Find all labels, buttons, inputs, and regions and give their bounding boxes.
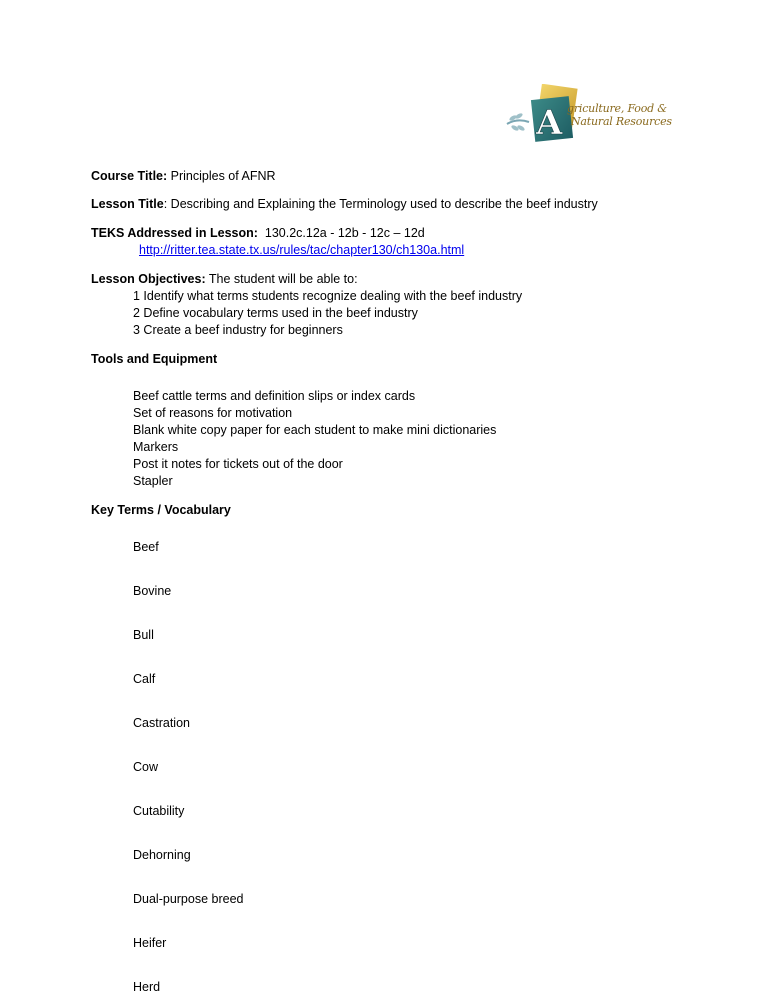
teks-link-line	[139, 242, 464, 258]
lesson-title-line	[91, 196, 598, 212]
tool-item: Set of reasons for motivation	[133, 406, 293, 420]
tool-item: Markers	[133, 440, 179, 454]
tool-item: Stapler	[133, 474, 173, 488]
objective-item: 3 Create a beef industry for beginners	[133, 323, 343, 337]
vocab-term: Calf	[133, 672, 156, 686]
svg-text:A: A	[536, 103, 563, 143]
vocab-term: Dehorning	[133, 848, 191, 862]
tools-heading	[91, 351, 217, 367]
vocab-term: Dual-purpose breed	[133, 892, 244, 906]
vocab-term: Herd	[133, 980, 161, 994]
objectives-label: Lesson Objectives:	[91, 272, 206, 286]
objectives-line	[91, 271, 358, 287]
vocab-term: Castration	[133, 716, 190, 730]
logo-line-2: Natural Resources	[571, 115, 672, 128]
tool-item: Blank white copy paper for each student to make mini dictionaries	[133, 423, 497, 437]
course-title-line	[91, 168, 276, 184]
vocab-term: Cutability	[133, 804, 185, 818]
vocab-term: Heifer	[133, 936, 167, 950]
logo-line-1: griculture, Food &	[567, 102, 667, 115]
afnr-logo-text	[567, 102, 687, 128]
tool-item: Beef cattle terms and definition slips or index cards	[133, 389, 416, 403]
afnr-logo	[503, 84, 685, 146]
lesson-title-label: Lesson Title	[91, 197, 164, 211]
vocab-heading-text: Key Terms / Vocabulary	[91, 503, 231, 517]
tools-heading-text: Tools and Equipment	[91, 352, 218, 366]
teks-label: TEKS Addressed in Lesson:	[91, 226, 258, 240]
lesson-title-value: : Describing and Explaining the Terminology used to describe the beef industry	[163, 197, 598, 211]
objective-item: 2 Define vocabulary terms used in the beef industry	[133, 306, 418, 320]
teks-link[interactable]: http://ritter.tea.state.tx.us/rules/tac/chapter130/ch130a.html	[139, 243, 465, 257]
course-title-label: Course Title:	[91, 169, 168, 183]
teks-value: 130.2c.12a - 12b - 12c – 12d	[257, 226, 425, 240]
vocab-heading	[91, 502, 231, 518]
objective-item: 1 Identify what terms students recognize dealing with the beef industry	[133, 289, 523, 303]
vocab-term: Bovine	[133, 584, 172, 598]
course-title-value: Principles of AFNR	[167, 169, 276, 183]
vocab-term: Beef	[133, 540, 159, 554]
vocab-term: Bull	[133, 628, 154, 642]
teks-line	[91, 225, 425, 241]
vocab-term: Cow	[133, 760, 159, 774]
objectives-value: The student will be able to:	[205, 272, 358, 286]
tool-item: Post it notes for tickets out of the door	[133, 457, 343, 471]
